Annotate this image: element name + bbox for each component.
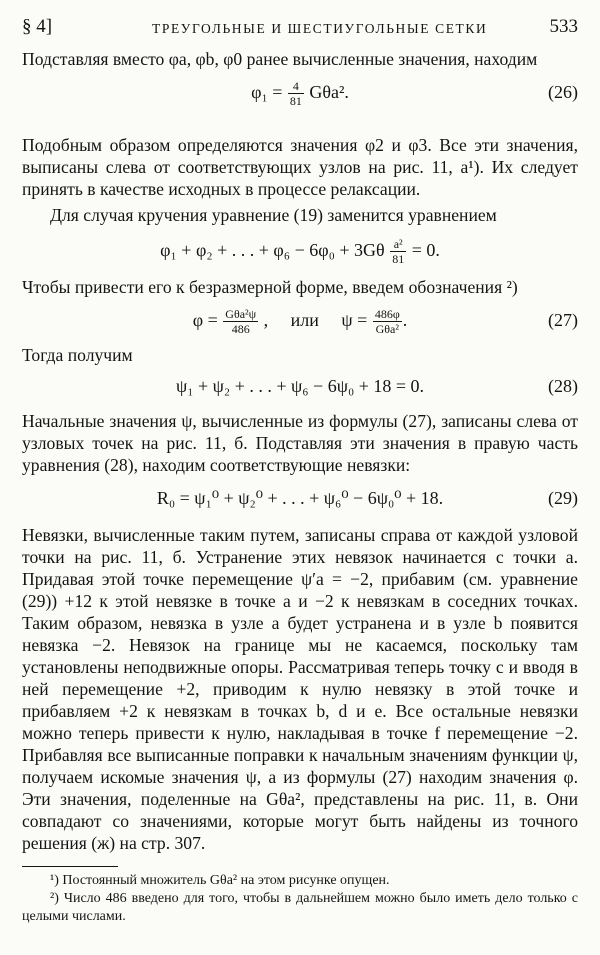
eq-torsion-lhs: φ₁ + φ₂ + . . . + φ₆ − 6φ₀ + 3Gθ	[160, 240, 385, 260]
eq-torsion-rhs: = 0.	[411, 240, 440, 260]
eq28-number: (28)	[548, 376, 578, 396]
running-header	[22, 14, 578, 48]
eq26-denominator: 81	[289, 94, 302, 109]
equation-29	[22, 478, 578, 518]
eq27-number: (27)	[548, 310, 578, 330]
equation-26	[22, 72, 578, 112]
paragraph-dimensionless: Чтобы привести его к безразмерной форме, введем обозначения ²)	[22, 277, 518, 297]
eq27-fraction-2	[373, 307, 402, 336]
eq28-body: ψ₁ + ψ₂ + . . . + ψ₆ − 6ψ₀ + 18 = 0.	[175, 376, 425, 396]
eq27-denominator-1: 486	[231, 322, 250, 337]
eq26-lhs: φ₁ =	[251, 82, 283, 102]
eq-torsion-denominator: 81	[392, 252, 405, 267]
paragraph-substitution: Подставляя вместо φa, φb, φ0 ранее вычисленные значения, находим	[22, 49, 538, 69]
eq26-fraction	[288, 79, 304, 108]
equation-27	[22, 300, 578, 340]
eq26-numerator: 4	[288, 79, 304, 94]
section-marker: § 4]	[22, 16, 53, 37]
eq29-body: R₀ = ψ₁⁰ + ψ₂⁰ + . . . + ψ₆⁰ − 6ψ₀⁰ + 18.	[156, 488, 444, 508]
eq26-rhs: Gθa².	[309, 82, 349, 102]
footnote-rule	[22, 866, 118, 867]
eq27-middle: , или ψ =	[263, 310, 368, 330]
eq26-number: (26)	[548, 82, 578, 102]
book-page	[22, 14, 578, 926]
eq29-number: (29)	[548, 488, 578, 508]
paragraph-initial-values: Начальные значения ψ, вычисленные из формулы (27), записаны слева от узловых точек на рис. 11, б. Подставляя эти значения в правую часть уравнения (28), находим соответствующие невязки:	[22, 411, 578, 475]
footnote-2: ²) Число 486 введено для того, чтобы в дальнейшем можно было иметь дело только с целыми числами.	[22, 891, 578, 924]
eq27-numerator-2: 486φ	[374, 307, 400, 322]
page-number: 533	[549, 16, 578, 37]
footnote-1: ¹) Постоянный множитель Gθa² на этом рисунке опущен.	[50, 873, 390, 888]
running-title: ТРЕУГОЛЬНЫЕ И ШЕСТИУГОЛЬНЫЕ СЕТКИ	[152, 21, 488, 36]
eq27-end: .	[402, 310, 408, 330]
paragraph-residuals: Невязки, вычисленные таким путем, записаны справа от каждой узловой точки на рис. 11, б. Устранение этих невязок начинается с точки а. Придавая этой точке перемещение ψ′a = −2, прибавим (см. уравнение (29)) +12 к этой невязке в точке а и −2 к невязкам в соседних точках. Таким образом, невязка в узле а будет устранена и в узле b появится невязка −2. Невязок на границе мы не касаемся, поскольку там установлены неподвижные опоры. Рассматривая теперь точку с и вводя в ней перемещение +2, приводим к нулю невязку в этой точке и прибавляем +2 к невязкам в точках b, d и е. Все остальные невязки можно теперь привести к нулю, накладывая в точке f перемещение −2. Прибавляя все выписанные поправки к начальным значениям функции ψ, получаем искомые значения ψ, а из формулы (27) находим значения φ. Эти значения, поделенные на Gθa², представлены на рис. 11, в. Они совпадают со значениями, которые могут быть найдены из точного решения (ж) на стр. 307.	[22, 525, 578, 853]
eq27-fraction-1	[223, 307, 258, 336]
paragraph-similar-values: Подобным образом определяются значения φ2 и φ3. Все эти значения, выписаны слева от соответствующих узлов на рис. 11, а¹). Их следует принять в качестве исходных в процессе релаксации.	[22, 135, 578, 199]
eq27-denominator-2: Gθa²	[375, 322, 399, 337]
eq-torsion-numerator: a²	[390, 237, 406, 252]
equation-28	[22, 366, 578, 406]
eq27-numerator-1: Gθa²ψ	[225, 307, 257, 322]
eq-torsion-fraction	[390, 237, 406, 266]
equation-torsion	[22, 230, 578, 270]
paragraph-torsion: Для случая кручения уравнение (19) заменится уравнением	[50, 205, 497, 225]
eq27-lhs: φ =	[192, 310, 218, 330]
paragraph-then: Тогда получим	[22, 345, 133, 365]
